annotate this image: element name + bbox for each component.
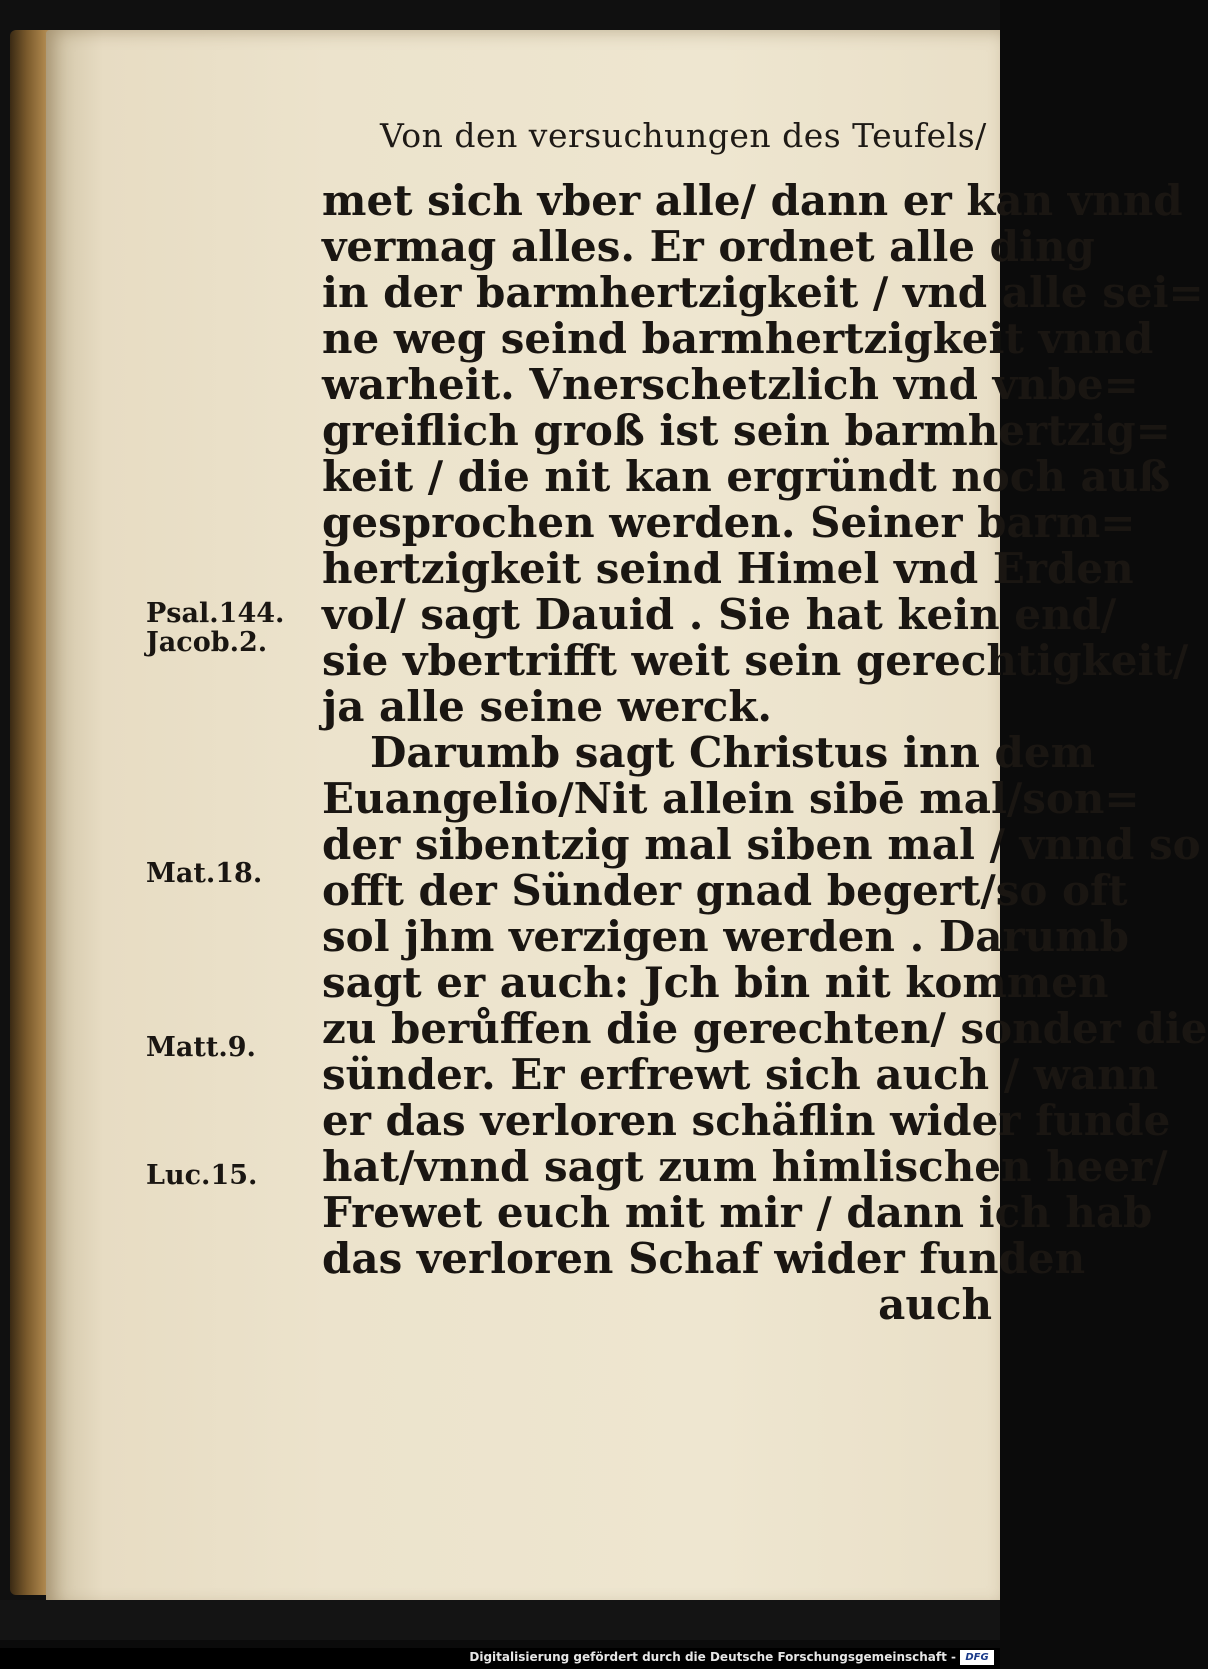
margin-reference: Psal.144.	[146, 598, 285, 629]
text-line: das verloren Schaf wider funden	[322, 1234, 1086, 1283]
text-line: er das verloren schäflin wider funde	[322, 1096, 1171, 1145]
text-line: sagt er auch: Jch bin nit kommen	[322, 958, 1109, 1007]
text-line: warheit. Vnerschetzlich vnd vnbe=	[322, 360, 1139, 409]
digitization-credit: Digitalisierung gefördert durch die Deutsche Forschungsgemeinschaft -	[469, 1650, 956, 1664]
dfg-logo: DFG	[960, 1650, 994, 1665]
text-line: vol/ sagt Dauid . Sie hat kein end/	[322, 590, 1117, 639]
margin-reference: Jacob.2.	[146, 627, 268, 658]
running-head: Von den versuchungen des Teufels/	[380, 116, 987, 155]
text-line: sie vbertrifft weit sein gerechtigkeit/	[322, 636, 1189, 685]
text-line: keit / die nit kan ergründt noch auß	[322, 452, 1171, 501]
text-line: gesprochen werden. Seiner barm=	[322, 498, 1136, 547]
text-line: offt der Sünder gnad begert/so oft	[322, 866, 1128, 915]
text-line: Euangelio/Nit allein sibē mal/son=	[322, 774, 1140, 823]
text-line: hertzigkeit seind Himel vnd Erden	[322, 544, 1134, 593]
text-line: vermag alles. Er ordnet alle ding	[322, 222, 1095, 271]
text-line: ja alle seine werck.	[322, 682, 773, 731]
text-line: sünder. Er erfrewt sich auch / wann	[322, 1050, 1159, 1099]
text-line: Frewet euch mit mir / dann ich hab	[322, 1188, 1153, 1237]
text-line: der sibentzig mal siben mal / vnnd so	[322, 820, 1201, 869]
margin-reference: Matt.9.	[146, 1032, 256, 1063]
text-line: greiflich groß ist sein barmhertzig=	[322, 406, 1171, 455]
margin-reference: Luc.15.	[146, 1160, 258, 1191]
text-line: in der barmhertzigkeit / vnd alle sei=	[322, 268, 1204, 317]
main-text-block	[322, 176, 1208, 1329]
text-line: hat/vnnd sagt zum himlischen heer/	[322, 1142, 1168, 1191]
text-line: met sich vber alle/ dann er kan vnnd	[322, 176, 1183, 225]
margin-reference: Mat.18.	[146, 858, 263, 889]
text-line: sol jhm verzigen werden . Darumb	[322, 912, 1129, 961]
text-line: zu berůffen die gerechten/ sonder die	[322, 1004, 1208, 1053]
catchword: auch	[878, 1280, 992, 1329]
scan-bottom-border	[0, 1600, 1000, 1640]
text-line: ne weg seind barmhertzigkeit vnnd	[322, 314, 1154, 363]
paragraph-start-line: Darumb sagt Christus inn dem	[370, 728, 1096, 777]
